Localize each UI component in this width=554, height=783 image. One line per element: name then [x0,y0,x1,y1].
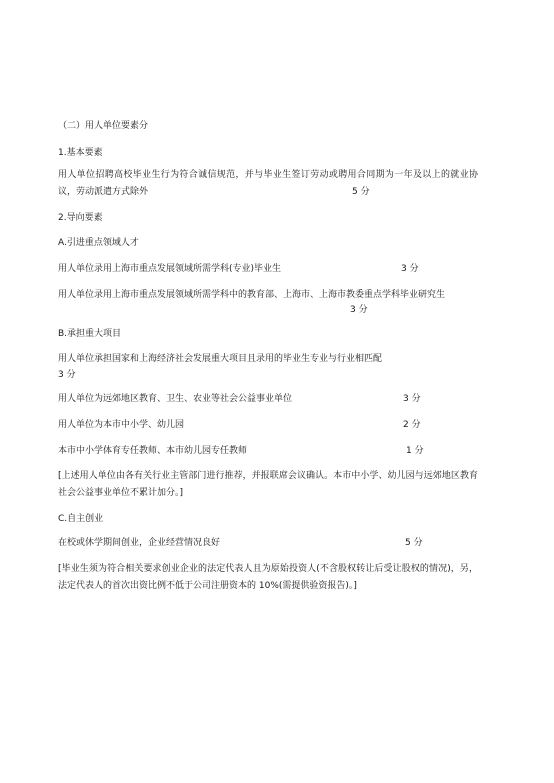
b3-score: 2 分 [403,420,421,430]
a1-text: 用人单位录用上海市重点发展领域所需学科(专业)毕业生 [58,264,282,274]
b3-text: 用人单位为本市中小学、幼儿园 [58,420,185,430]
b-heading: B.承担重大项目 [58,329,122,339]
b1-score: 3 分 [58,370,76,380]
a2-text: 用人单位录用上海市重点发展领域所需学科中的教育部、上海市、上海市教委重点学科毕业研究生 [58,290,446,300]
b2-score: 3 分 [403,394,421,404]
b4-text: 本市中小学体育专任教师、本市幼儿园专任教师 [58,446,248,456]
c-note: [毕业生须为符合相关要求创业企业的法定代表人且为原始投资人(不含股权转让后受让股权的情况)，另，法定代表人的首次出资比例不低于公司注册资本的 10%(需提供验资报告)。] [58,564,478,591]
b-note: [上述用人单位由各有关行业主管部门进行推荐，并报联席会议确认。本市中小学、幼儿园与远郊地区教育社会公益事业单位不累计加分。] [58,471,478,498]
c1-score: 5 分 [405,538,423,548]
a1-score: 3 分 [401,264,419,274]
a2-score: 3 分 [350,305,368,315]
c1-text: 在校或休学期间创业，企业经营情况良好 [58,538,221,548]
basic-text: 用人单位招聘高校毕业生行为符合诚信规范，并与毕业生签订劳动或聘用合同期为一年及以上的就业协议，劳动派遣方式除外 [58,170,478,197]
a-heading: A.引进重点领域人才 [58,238,139,248]
c-heading: C.自主创业 [58,514,104,524]
b4-score: 1 分 [406,446,424,456]
b1-text: 用人单位承担国家和上海经济社会发展重大项目且录用的毕业生专业与行业相匹配 [58,354,383,364]
b2-text: 用人单位为远郊地区教育、卫生、农业等社会公益事业单位 [58,394,293,404]
section-title: （二）用人单位要素分 [58,121,149,131]
basic-heading: 1.基本要素 [58,148,103,158]
guide-heading: 2.导向要素 [58,213,103,223]
basic-score: 5 分 [352,187,370,197]
